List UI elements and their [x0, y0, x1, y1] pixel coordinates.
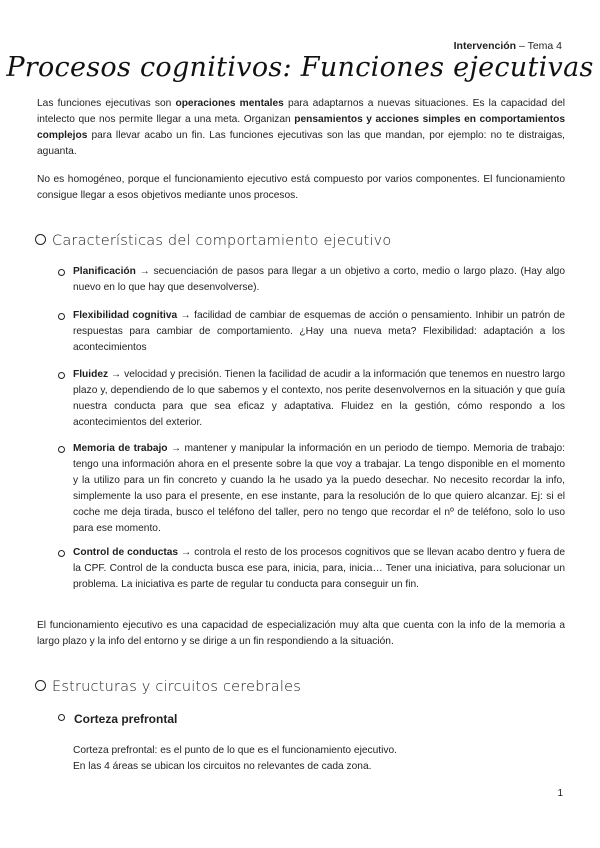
bullet-icon	[58, 714, 65, 721]
bullet-icon	[58, 269, 65, 276]
section-heading-characteristics: Características del comportamiento ejecutivo	[35, 233, 391, 249]
subsection-heading-corteza: Corteza prefrontal	[58, 712, 177, 726]
bullet-icon	[58, 313, 65, 320]
list-item-planificacion: Planificación → secuenciación de pasos para llegar a un objetivo a corto, medio o largo plazo. (Hay algo nuevo en lo que hay que desenvolverse).	[58, 264, 565, 296]
intro-paragraph-2: No es homogéneo, porque el funcionamiento ejecutivo está compuesto por varios componentes. El funcionamiento consigue llegar a esos objetivos mediante unos procesos.	[37, 174, 565, 201]
page-number: 1	[557, 788, 563, 799]
intro-paragraph-1: Las funciones ejecutivas son operaciones mentales para adaptarnos a nuevas situaciones. Es la capacidad del intelecto que nos permite llegar a una meta. Organizan pensamientos y acciones simples en comportamientos complejos para llevar acabo un fin. Las funciones ejecutivas son las que mandan, por ejemplo: no te distraigas, aguanta.	[37, 98, 566, 157]
list-item-flexibilidad: Flexibilidad cognitiva → facilidad de cambiar de esquemas de acción o pensamiento. Inhibir un patrón de respuestas para cambiar de comportamiento. ¿Hay una nueva meta? Flexibilidad: adaptación a los acontecimientos	[58, 308, 565, 356]
list-item-control-conductas: Control de conductas → controla el resto de los procesos cognitivos que se llevan acabo dentro y fuera de la CPF. Control de la conducta busca ese para, inicia, para, inicia… Tener una iniciativa, para solucionar un problema. La iniciativa es parte de regular tu conducta para conseguir un fin.	[58, 545, 565, 593]
list-item-memoria-trabajo: Memoria de trabajo → mantener y manipular la información en un periodo de tiempo. Memoria de trabajo: tengo una información ahora en el presente sobre la que voy a trabajar. La tengo disponible en el momento y la utilizo para un fin concreto y cuando la he usado ya la puedo desechar. No necesito recordar la info, simplemente la uso para el presente, en ese instante, para la resolución de lo que quiero alcanzar. Ej: si el coche me deja tirada, busco el teléfono del taller, pero no tengo que recordar el nº de teléfono, solo lo uso para ese momento.	[58, 441, 565, 537]
list-item-fluidez: Fluidez → velocidad y precisión. Tienen la facilidad de acudir a la información que tenemos en nuestro largo plazo y, dependiendo de lo que sabemos y el contexto, nos perite desenvolvernos en la situación y que guía nuestra conducta para que sea eficaz y adaptativa. Fluidez en la gestión, cómo respondo a los acontecimientos del exterior.	[58, 367, 565, 431]
page-title: Procesos cognitivos: Funciones ejecutivas	[6, 52, 594, 83]
bullet-icon	[58, 372, 65, 379]
circle-bullet-icon	[35, 234, 46, 245]
section-heading-structures: Estructuras y circuitos cerebrales	[35, 679, 301, 695]
page-header	[454, 40, 562, 52]
header-course: Intervención	[453, 40, 517, 52]
circle-bullet-icon	[35, 680, 46, 691]
bullet-icon	[58, 550, 65, 557]
cortex-line-1: Corteza prefrontal: es el punto de lo que es el funcionamiento ejecutivo.	[73, 745, 397, 756]
bullet-icon	[58, 446, 65, 453]
summary-paragraph: El funcionamiento ejecutivo es una capacidad de especialización muy alta que cuenta con la info de la memoria a largo plazo y la info del entorno y se dirige a un fin respondiendo a la situación.	[37, 620, 565, 647]
header-topic: – Tema 4	[516, 40, 562, 52]
cortex-line-2: En las 4 áreas se ubican los circuitos no relevantes de cada zona.	[73, 761, 372, 772]
